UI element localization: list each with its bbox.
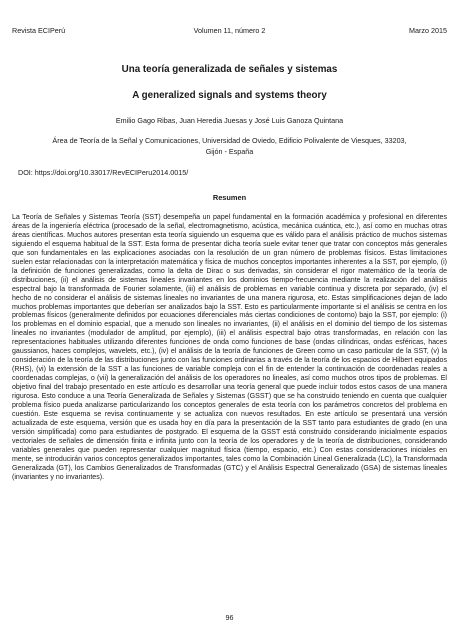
- abstract-heading: Resumen: [212, 193, 247, 202]
- title-spanish: Una teoría generalizada de señales y sistemas: [121, 64, 338, 75]
- doi-link[interactable]: DOI: https://doi.org/10.33017/RevECIPeru2014.0015/: [18, 168, 189, 177]
- title-english: A generalized signals and systems theory: [132, 90, 327, 101]
- running-header: [12, 25, 447, 37]
- author-list: Emilio Gago Ribas, Juan Heredia Juesas y José Luis Ganoza Quintana: [115, 116, 344, 125]
- journal-name: Revista ECIPerú: [12, 26, 66, 35]
- page-number: 96: [225, 613, 234, 622]
- issue-date: Marzo 2015: [409, 26, 447, 35]
- volume-issue: Volumen 11, número 2: [193, 26, 266, 35]
- affiliation: Área de Teoría de la Señal y Comunicaciones, Universidad de Oviedo, Edificio Polivalente de Viesques, 33203, Gijón - España: [52, 136, 407, 156]
- abstract-body: La Teoría de Señales y Sistemas Teoría (SST) desempeña un papel fundamental en la formación académica y profesional en diferentes áreas de la ingeniería eléctrica (procesado de la señal, electromagnetismo, acústica, mecánica cuántica, etc.), así como en muchas otras áreas científicas. Muchos autores presentan esta teoría siguiendo un esquema que es válido para el análisis práctico de muchos sistemas siguiendo el esquema habitual de la SST. Esta forma de presentar dicha teoría suele evitar tener que tratar con conceptos más generales que son fundamentales en las explicaciones asociadas con la resolución de un gran número de problemas físicos. Estas limitaciones suelen estar relacionadas con la interpretación matemática y física de muchos conceptos importantes inherentes a la SST, por ejemplo, (i) la definición de funciones generalizadas, como la delta de Dirac o sus derivadas, sin considerar el rigor matemático de la teoría de distribuciones, (ii) el análisis de sistemas lineales invariantes en los dominios tiempo-frecuencia mediante la realización del análisis espectral bajo la transformada de Fourier solamente, (iii) el análisis de problemas en variable continua y discreta por separado, (iv) el hecho de no considerar el análisis de sistemas lineales no invariantes de una manera rigurosa, etc. Estas simplificaciones dejan de lado muchos problemas importantes que deberían ser analizados bajo la SST. Esto es particularmente importante si el análisis se centra en los problemas físicos (generalmente definidos por ecuaciones diferenciales más ciertas condiciones de contorno) bajo la SST, por ejemplo: (i) los problemas en el dominio espacial, que a menudo son lineales no invariantes, (ii) el análisis en el dominio del tiempo de los sistemas lineales no invariantes (modulador de amplitud, por ejemplo), (iii) el análisis espectral bajo otras transformadas, en relación con las representaciones habituales utilizando diferentes funciones de onda como funciones de base (ondas cilíndricas, ondas esféricas, haces gaussianos, haces complejos, wavelets, etc.), (iv) el análisis de la teoría de funciones de Green como un caso particular de la SST, (v) la consideración de la teoría de las distribuciones junto con las funciones ordinarias a través de la teoría de los espacios de Hilbert equipados (RHS), (vi) la extensión de la SST a las funciones de variable compleja con el fin de entender la continuación de coordenadas reales a coordenadas complejas, o (vii) la generalización del análisis de los operadores no lineales, así como muchos otros tipos de problemas. El objetivo final del trabajo presentado en este artículo es desarrollar una teoría general que puede incluir todos estos casos de una manera rigurosa. Esto conduce a una Teoría Generalizada de Señales y Sistemas (GSST) que se ha construido teniendo en cuenta que cualquier problema físico pueda analizarse particularizando los conceptos generales de esta teoría con los parámetros concretos del problema en cuestión. Este esquema se revisa continuamente y se actualiza con nuevos resultados. En este artículo se presentará una versión actualizada de este esquema, versión que es usada hoy en día para la presentación de la SST tanto para estudiantes de grado (en una versión simplificada) como para estudiantes de postgrado. El esquema de la GSST está construido considerando inicialmente espacios vectoriales de señales de dimensión finita e infinita junto con la teoría de los operadores y de la teoría de distribuciones, considerando variables generales que pueden representar cualquier magnitud física (tiempo, espacio, etc.) Con estas consideraciones iniciales en mente, se introducirán varios conceptos generalizados importantes, tales como la Combinación Lineal Generalizada (LC), la Transformada Generalizada (GT), los Cambios Generalizados de Transformadas (GTC) y el Análisis Espectral Generalizado (GSA) de sistemas lineales (invariantes y no invariantes).: [12, 214, 447, 481]
